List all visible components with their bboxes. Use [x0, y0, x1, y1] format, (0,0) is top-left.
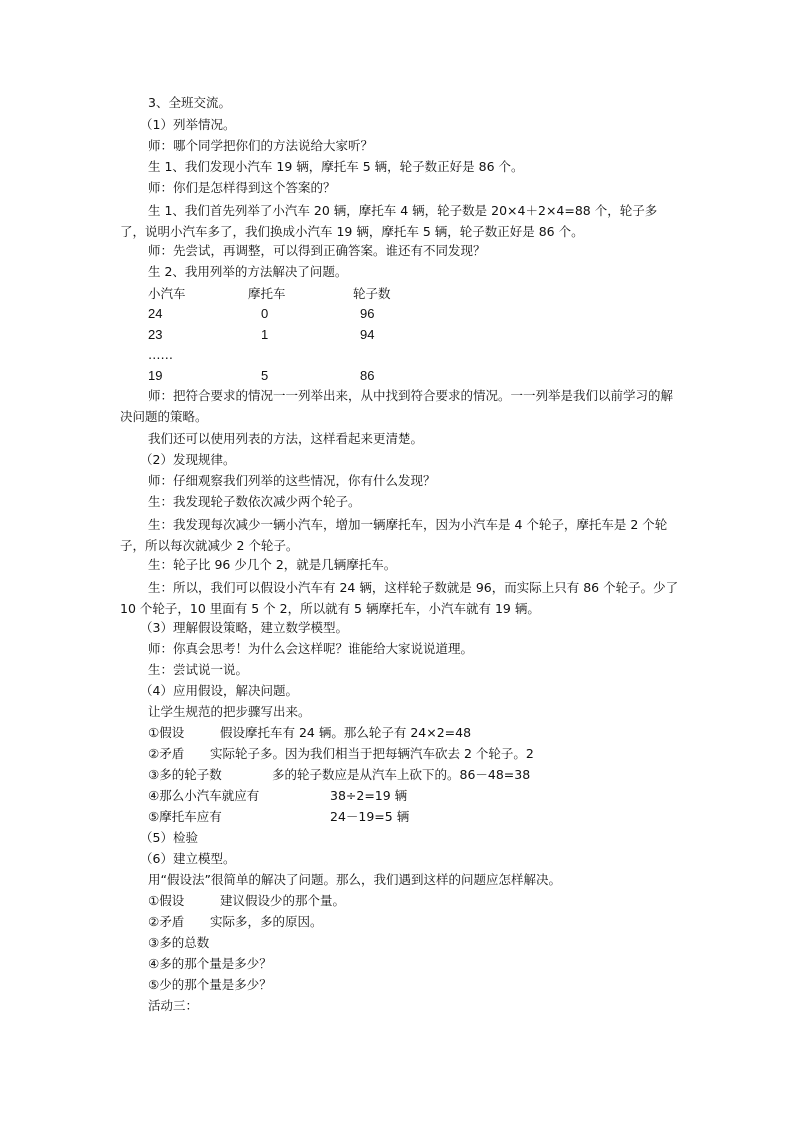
student-paragraph: 生：我发现每次减少一辆小汽车，增加一辆摩托车，因为小汽车是 4 个轮子，摩托车是 2 个轮子，所以每次就减少 2 个轮子。 — [120, 517, 668, 553]
subheading-find-rule: （2）发现规律。 — [140, 452, 236, 467]
student-paragraph: 生：所以，我们可以假设小汽车有 24 辆，这样轮子数就是 96，而实际上只有 86 个轮子。少了 10 个轮子，10 里面有 5 个 2，所以就有 5 辆摩托车，小汽车就有 19 辆。 — [120, 580, 679, 616]
table-cell: 19 — [148, 368, 163, 383]
table-header-cars: 小汽车 — [148, 286, 186, 301]
table-cell: 5 — [261, 368, 269, 383]
table-cell: 86 — [360, 368, 375, 383]
table-cell: 23 — [148, 327, 163, 342]
step-label: ①假设 — [148, 893, 185, 908]
student-line: 生 1、我们发现小汽车 19 辆，摩托车 5 辆，轮子数正好是 86 个。 — [148, 159, 524, 174]
step-text: 实际轮子多。因为我们相当于把每辆汽车砍去 2 个轮子。2 — [210, 746, 534, 761]
step-label: ⑤少的那个量是多少？ — [148, 977, 272, 992]
teacher-paragraph: 师：把符合要求的情况一一列举出来，从中找到符合要求的情况。一一列举是我们以前学习的解决问题的策略。 — [120, 388, 674, 424]
table-header-motorcycles: 摩托车 — [248, 286, 286, 301]
step-label: ④多的那个量是多少？ — [148, 956, 272, 971]
step-label: ④那么小汽车就应有 — [148, 788, 260, 803]
step-label: ①假设 — [148, 725, 185, 740]
step-text: 假设摩托车有 24 辆。那么轮子有 24×2=48 — [220, 725, 472, 740]
step-text: 建议假设少的那个量。 — [220, 893, 346, 908]
subheading-build-model: （6）建立模型。 — [140, 851, 236, 866]
step-text: 38÷2=19 辆 — [330, 788, 408, 803]
table-cell: 0 — [261, 306, 269, 321]
teacher-line: 师：仔细观察我们列举的这些情况，你有什么发现？ — [148, 473, 436, 488]
teacher-line: 师：哪个同学把你们的方法说给大家听？ — [148, 138, 374, 153]
subheading-apply-assumption: （4）应用假设，解决问题。 — [140, 683, 298, 698]
teacher-line: 师：先尝试，再调整，可以得到正确答案。谁还有不同发现？ — [148, 243, 486, 258]
subheading-understand-assumption: （3）理解假设策略，建立数学模型。 — [140, 620, 348, 635]
teacher-line: 师：你真会思考！为什么会这样呢？谁能给大家说说道理。 — [148, 641, 474, 656]
student-line: 生：我发现轮子数依次减少两个轮子。 — [148, 494, 361, 509]
teacher-line: 师：你们是怎样得到这个答案的？ — [148, 180, 336, 195]
step-label: ⑤摩托车应有 — [148, 809, 222, 824]
step-text: 多的轮子数应是从汽车上砍下的。86－48=38 — [272, 767, 531, 782]
body-line: 我们还可以使用列表的方法，这样看起来更清楚。 — [148, 431, 424, 446]
section-heading: 3、全班交流。 — [148, 95, 231, 110]
subheading-check: （5）检验 — [140, 830, 198, 845]
step-text: 24－19=5 辆 — [330, 809, 410, 824]
step-label: ③多的轮子数 — [148, 767, 222, 782]
student-line: 生：尝试说一说。 — [148, 662, 249, 677]
step-label: ②矛盾 — [148, 914, 185, 929]
table-ellipsis: …… — [148, 347, 173, 362]
step-label: ③多的总数 — [148, 935, 210, 950]
table-cell: 96 — [360, 306, 375, 321]
step-text: 实际多，多的原因。 — [210, 914, 323, 929]
step-label: ②矛盾 — [148, 746, 185, 761]
table-cell: 24 — [148, 306, 163, 321]
table-cell: 1 — [261, 327, 269, 342]
subheading-list-cases: （1）列举情况。 — [140, 117, 236, 132]
body-line: 用“假设法”很简单的解决了问题。那么，我们遇到这样的问题应怎样解决。 — [148, 872, 561, 887]
table-header-wheels: 轮子数 — [353, 286, 391, 301]
student-line: 生：轮子比 96 少几个 2，就是几辆摩托车。 — [148, 557, 397, 572]
student-paragraph: 生 1、我们首先列举了小汽车 20 辆，摩托车 4 辆，轮子数是 20×4＋2×4=88 个，轮子多了，说明小汽车多了，我们换成小汽车 19 辆，摩托车 5 辆，轮子数正好是 86 个。 — [120, 203, 658, 239]
student-line: 生 2、我用列举的方法解决了问题。 — [148, 264, 348, 279]
body-line: 让学生规范的把步骤写出来。 — [148, 704, 311, 719]
table-cell: 94 — [360, 327, 375, 342]
activity-heading: 活动三： — [148, 998, 199, 1013]
